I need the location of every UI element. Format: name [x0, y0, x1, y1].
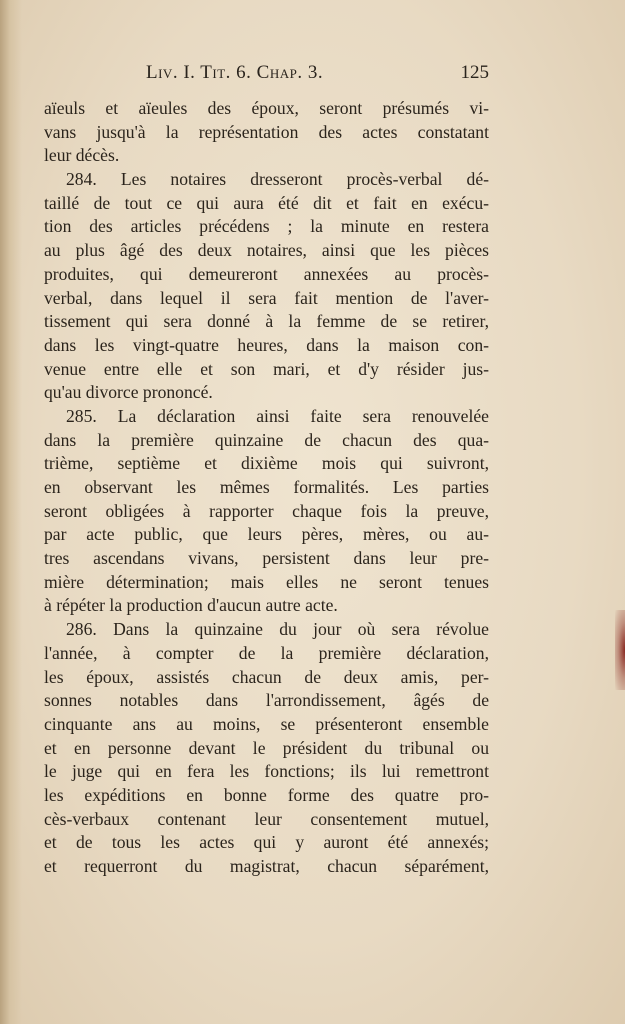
- text-line: et requerront du magistrat, chacun séparément,: [44, 856, 489, 876]
- running-head-title: Liv. I. Tit. 6. Chap. 3.: [146, 62, 324, 83]
- text-line: les expéditions en bonne forme des quatre pro-: [44, 784, 489, 805]
- text-line: venue entre elle et son mari, et d'y résider jus-: [44, 358, 489, 379]
- text-line: cès-verbaux contenant leur consentement mutuel,: [44, 808, 489, 829]
- edge-stain: [615, 610, 625, 690]
- spine-shadow: [0, 0, 22, 1024]
- text-line: dans la première quinzaine de chacun des qua-: [44, 429, 489, 450]
- text-line: dans les vingt-quatre heures, dans la maison con-: [44, 334, 489, 355]
- text-line: taillé de tout ce qui aura été dit et fait en exécu-: [44, 192, 489, 213]
- text-line: verbal, dans lequel il sera fait mention de l'aver-: [44, 287, 489, 308]
- text-line: le juge qui en fera les fonctions; ils lui remettront: [44, 761, 489, 782]
- text-line: 284. Les notaires dresseront procès-verbal dé-: [66, 169, 489, 190]
- page-number: 125: [460, 62, 489, 83]
- text-line: produites, qui demeureront annexées au procès-: [44, 263, 489, 284]
- body-text: [44, 97, 489, 879]
- text-line: 285. La déclaration ainsi faite sera renouvelée: [66, 405, 489, 426]
- text-line: tissement qui sera donné à la femme de se retirer,: [44, 311, 489, 332]
- text-line: l'année, à compter de la première déclaration,: [44, 642, 489, 663]
- text-line: par acte public, que leurs pères, mères, ou au-: [44, 524, 489, 545]
- text-line: sonnes notables dans l'arrondissement, âgés de: [44, 690, 489, 711]
- text-line: trième, septième et dixième mois qui suivront,: [44, 453, 489, 474]
- text-line: en observant les mêmes formalités. Les parties: [44, 477, 489, 497]
- running-head: [146, 62, 489, 92]
- text-line: les époux, assistés chacun de deux amis, per-: [44, 666, 489, 687]
- text-line: cinquante ans au moins, se présenteront ensemble: [44, 713, 489, 734]
- text-line: vans jusqu'à la représentation des actes constatant: [44, 121, 489, 142]
- text-line: 286. Dans la quinzaine du jour où sera révolue: [66, 619, 489, 640]
- text-line: seront obligées à rapporter chaque fois la preuve,: [44, 500, 489, 521]
- text-line: qu'au divorce prononcé.: [44, 382, 213, 403]
- text-line: tres ascendans vivans, persistent dans leur pre-: [44, 548, 489, 569]
- text-line: mière détermination; mais elles ne seront tenues: [44, 571, 489, 592]
- text-line: à répéter la production d'aucun autre acte.: [44, 595, 338, 616]
- text-line: au plus âgé des deux notaires, ainsi que les pièces: [44, 240, 489, 261]
- text-line: et en personne devant le président du tribunal ou: [44, 737, 489, 758]
- text-line: aïeuls et aïeules des époux, seront présumés vi-: [44, 98, 489, 118]
- text-line: leur décès.: [44, 145, 120, 166]
- text-line: et de tous les actes qui y auront été annexés;: [44, 832, 489, 853]
- text-line: tion des articles précédens ; la minute en restera: [44, 216, 489, 237]
